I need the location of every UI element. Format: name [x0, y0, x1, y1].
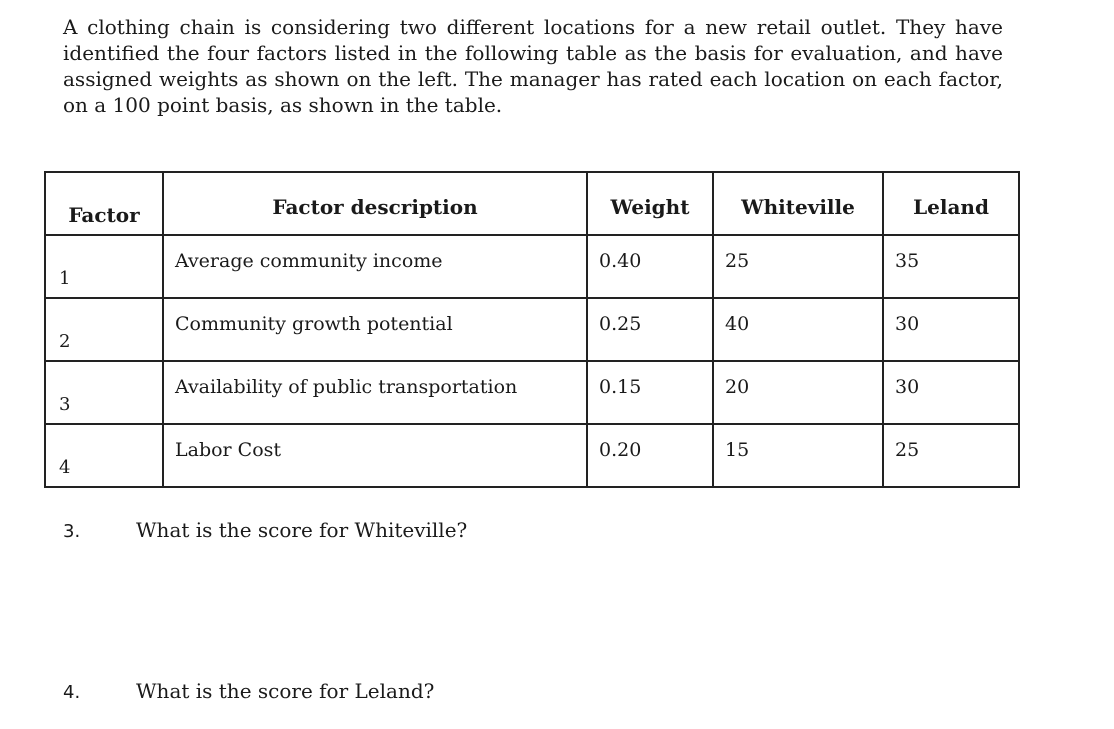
weight-cell: 0.15: [587, 361, 713, 424]
factor-description-cell: Availability of public transportation: [163, 361, 587, 424]
factor-description-cell: Community growth potential: [163, 298, 587, 361]
header-weight: Weight: [587, 172, 713, 235]
table-header-row: [45, 172, 1019, 235]
header-factor: Factor: [45, 172, 163, 235]
whiteville-rating-cell: 15: [713, 424, 883, 487]
factor-description-cell: Average community income: [163, 235, 587, 298]
factor-description-cell: Labor Cost: [163, 424, 587, 487]
question-number: 3.: [63, 521, 81, 542]
question-text: What is the score for Whiteville?: [136, 518, 468, 542]
question-leland-score: [63, 679, 434, 703]
factor-rating-table: [44, 171, 1020, 488]
leland-rating-cell: 25: [883, 424, 1019, 487]
factor-number-cell: 2: [45, 298, 163, 361]
question-whiteville-score: [63, 518, 467, 542]
header-leland: Leland: [883, 172, 1019, 235]
question-number: 4.: [63, 682, 81, 703]
leland-rating-cell: 35: [883, 235, 1019, 298]
header-whiteville: Whiteville: [713, 172, 883, 235]
table-row: [45, 361, 1019, 424]
factor-number-cell: 4: [45, 424, 163, 487]
leland-rating-cell: 30: [883, 298, 1019, 361]
intro-paragraph: A clothing chain is considering two different locations for a new retail outlet. They have identified the four factors listed in the following table as the basis for evaluation, and have assigned weights as shown on the left. The manager has rated each location on each factor, on a 100 point basis, as shown in the table.: [63, 15, 1003, 117]
leland-rating-cell: 30: [883, 361, 1019, 424]
weight-cell: 0.25: [587, 298, 713, 361]
table-row: [45, 235, 1019, 298]
table-row: [45, 298, 1019, 361]
factor-number-cell: 1: [45, 235, 163, 298]
weight-cell: 0.20: [587, 424, 713, 487]
header-factor-description: Factor description: [163, 172, 587, 235]
whiteville-rating-cell: 20: [713, 361, 883, 424]
whiteville-rating-cell: 40: [713, 298, 883, 361]
question-text: What is the score for Leland?: [136, 679, 435, 703]
whiteville-rating-cell: 25: [713, 235, 883, 298]
weight-cell: 0.40: [587, 235, 713, 298]
factor-number-cell: 3: [45, 361, 163, 424]
table-row: [45, 424, 1019, 487]
